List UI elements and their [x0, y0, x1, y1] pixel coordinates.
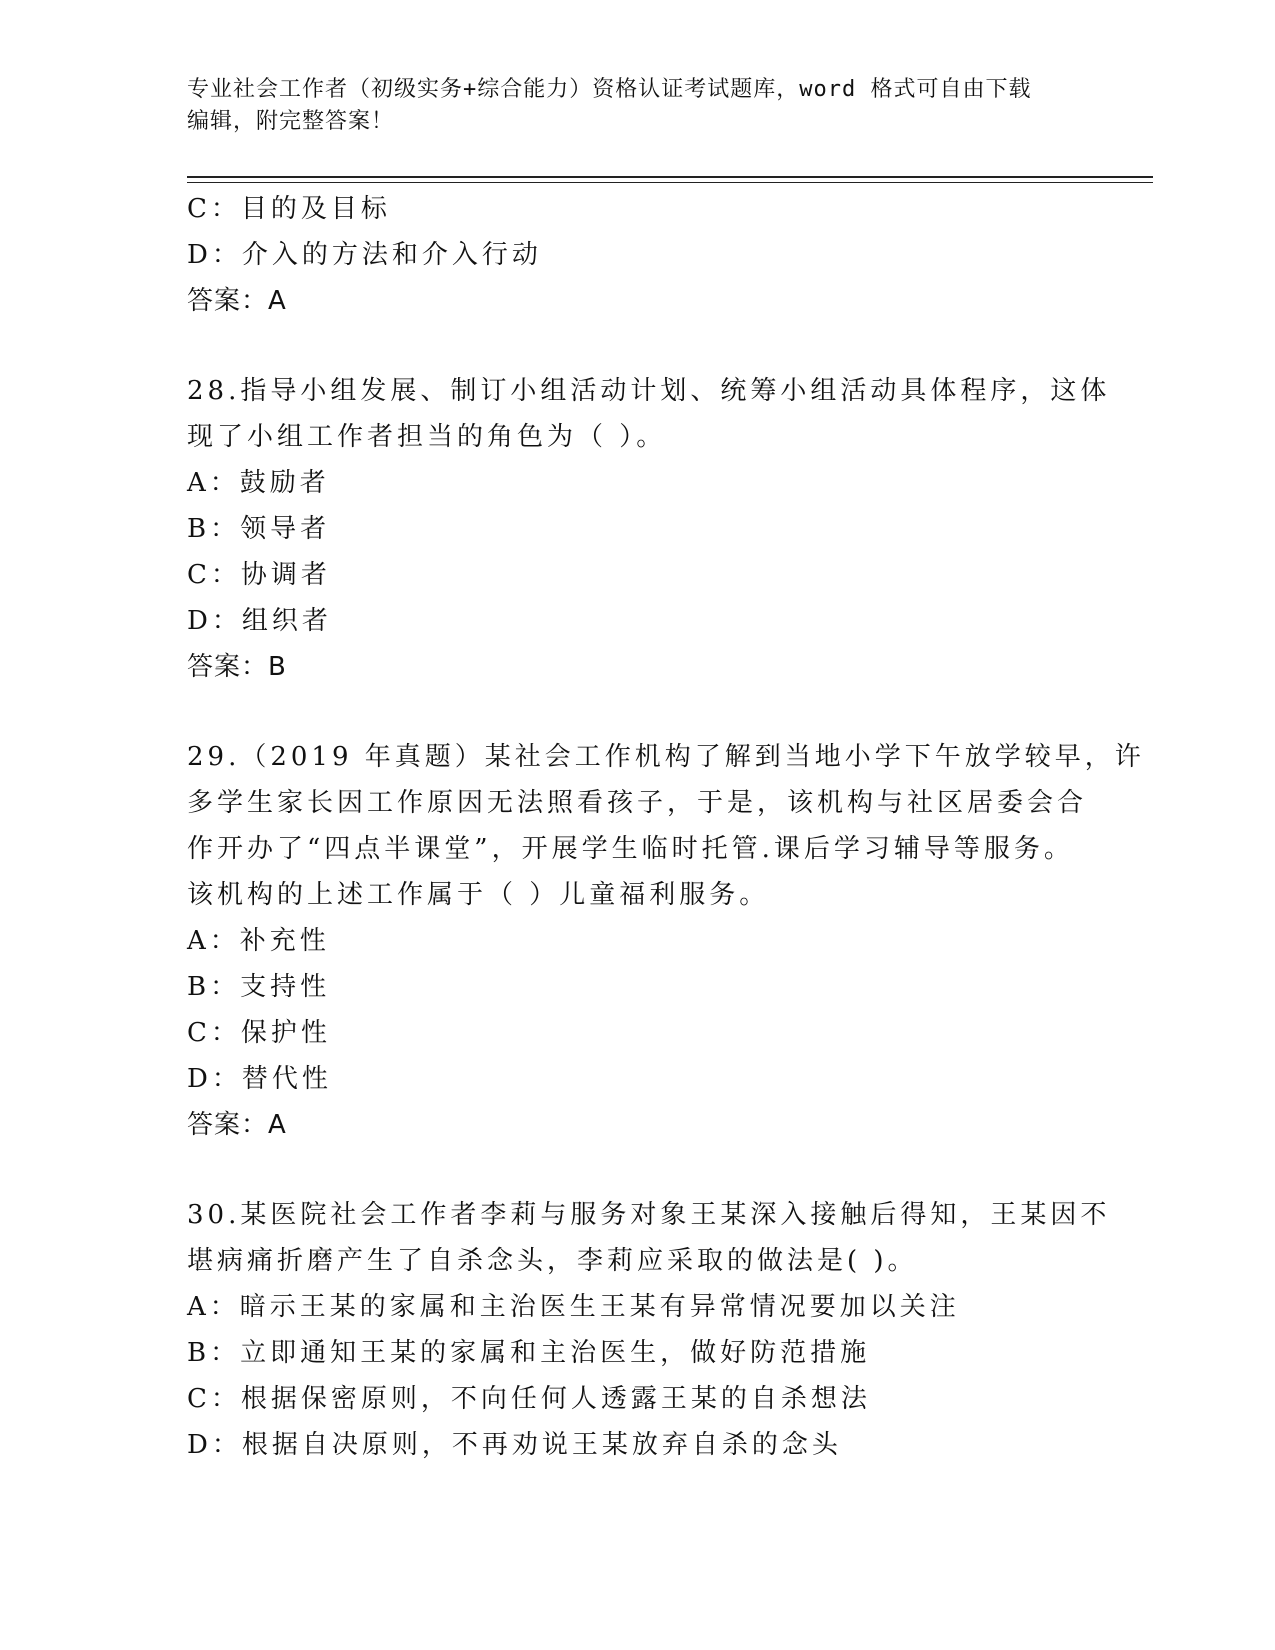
question-stem-line: 29.（2019 年真题）某社会工作机构了解到当地小学下午放学较早，许	[187, 742, 1145, 772]
option-d: D：根据自决原则，不再劝说王某放弃自杀的念头	[187, 1430, 842, 1460]
question-28	[187, 368, 1111, 690]
header-rule-thick	[187, 176, 1153, 178]
option-d: D：组织者	[187, 606, 332, 636]
question-stem-line: 该机构的上述工作属于（ ）儿童福利服务。	[187, 880, 770, 910]
question-stem-line: 堪病痛折磨产生了自杀念头，李莉应采取的做法是( )。	[187, 1246, 918, 1276]
header-rule-thin	[187, 182, 1153, 183]
question-stem-line: 现了小组工作者担当的角色为（ ）。	[187, 422, 667, 452]
page-header	[187, 74, 1087, 138]
option-a: A：暗示王某的家属和主治医生王某有异常情况要加以关注	[187, 1292, 960, 1322]
option-b: B：立即通知王某的家属和主治医生，做好防范措施	[187, 1338, 871, 1368]
question-stem-line: 多学生家长因工作原因无法照看孩子，于是，该机构与社区居委会合	[187, 788, 1088, 818]
question-stem-line: 28.指导小组发展、制订小组活动计划、统筹小组活动具体程序，这体	[187, 376, 1111, 406]
question-stem-line: 作开办了“四点半课堂”，开展学生临时托管.课后学习辅导等服务。	[187, 834, 1074, 864]
question-29	[187, 734, 1145, 1148]
option-a: A：鼓励者	[187, 468, 330, 498]
header-line-1: 专业社会工作者（初级实务+综合能力）资格认证考试题库，word 格式可自由下载	[187, 77, 1032, 102]
option-c: C：根据保密原则，不向任何人透露王某的自杀想法	[187, 1384, 871, 1414]
header-line-2: 编辑，附完整答案！	[187, 109, 395, 134]
answer-line: 答案：A	[187, 1110, 287, 1140]
option-c: C：目的及目标	[187, 194, 391, 224]
question-stem-line: 30.某医院社会工作者李莉与服务对象王某深入接触后得知，王某因不	[187, 1200, 1111, 1230]
option-b: B：领导者	[187, 514, 331, 544]
option-d: D：替代性	[187, 1064, 332, 1094]
previous-question-tail	[187, 186, 1087, 324]
option-a: A：补充性	[187, 926, 330, 956]
option-b: B：支持性	[187, 972, 331, 1002]
answer-line: 答案：A	[187, 286, 287, 316]
question-30	[187, 1192, 1111, 1468]
option-c: C：保护性	[187, 1018, 331, 1048]
answer-line: 答案：B	[187, 652, 287, 682]
option-d: D：介入的方法和介入行动	[187, 240, 542, 270]
question-list	[187, 186, 1145, 1468]
option-c: C：协调者	[187, 560, 331, 590]
